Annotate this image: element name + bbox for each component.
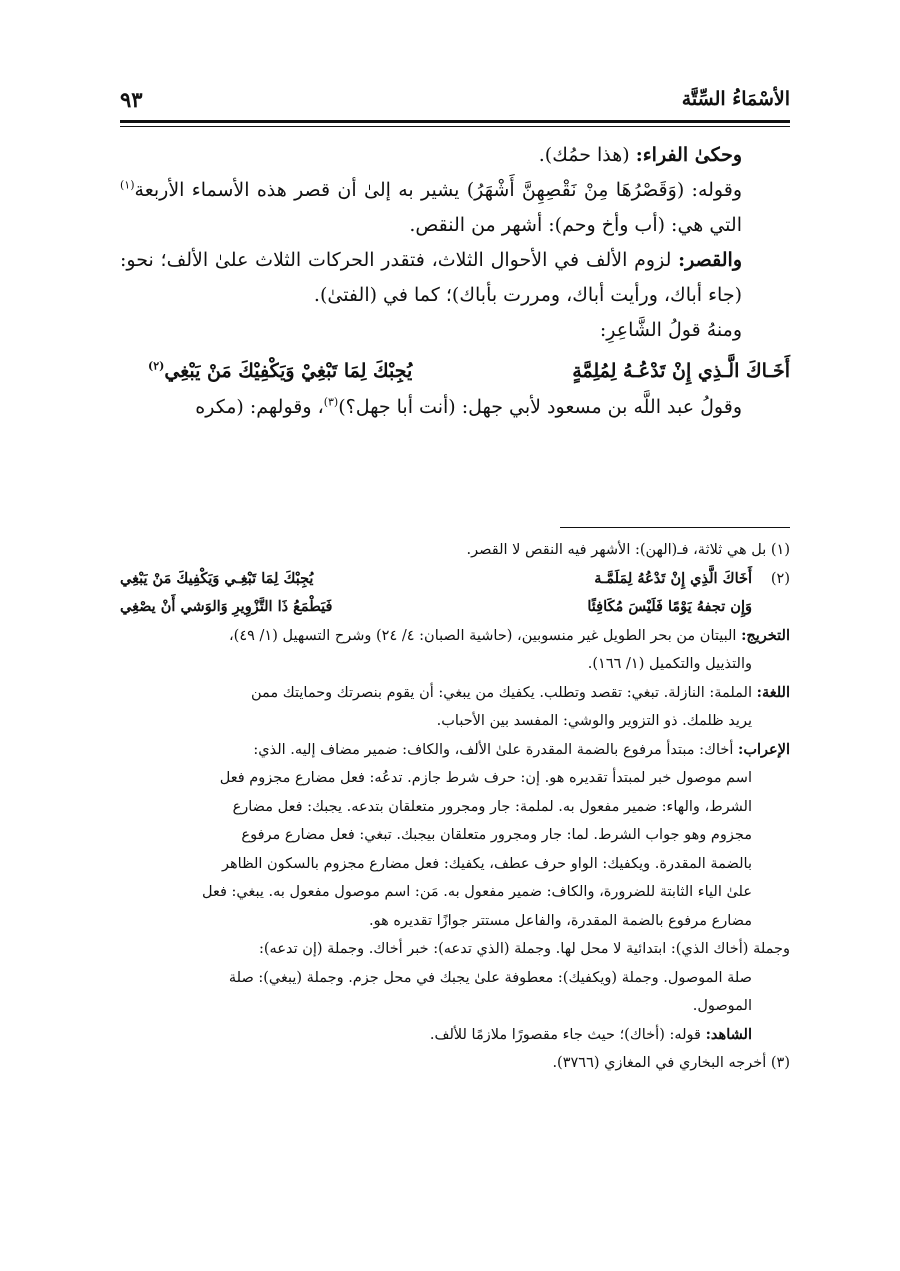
footnote-2-verse-1-second: يُجِبْكَ لِمَا تَبْغِـي وَيَكْفِيكَ مَنْ يَبْغِي: [120, 569, 314, 587]
lugha-text-1: الملمة: النازلة. تبغي: تقصد وتطلب. يكفيك من يبغي: أن يقوم بنصرتك وحمايتك ممن: [250, 684, 757, 701]
takhrij-text-1: البيتان من بحر الطويل غير منسوبين، (حاشية الصبان: ٤/ ٢٤) وشرح التسهيل (١/ ٤٩)،: [229, 627, 742, 644]
paragraph-poet-intro: ومنهُ قولُ الشَّاعِرِ:: [599, 319, 742, 341]
lugha-line-2: يريد ظلمك. ذو التزوير والوشي: المفسد بين الأحباب.: [436, 713, 752, 729]
shahid-text: قوله: (أخاك)؛ حيث جاء مقصورًا ملازمًا للألف.: [429, 1026, 706, 1043]
footnote-ref-2[interactable]: (٢): [148, 359, 165, 373]
irab-line-5: بالضمة المقدرة. ويكفيك: الواو حرف عطف، يكفيك: فعل مضارع مجزوم بالسكون الظاهر: [222, 855, 752, 872]
footnotes: [120, 536, 790, 1078]
ibn-masud-text-a: وقولُ عبد اللَّه بن مسعود لأبي جهل: (أنت أبا جهل؟): [338, 396, 742, 418]
footnote-1: (١) بل هي ثلاثة، فـ(الهن): الأشهر فيه النقص لا القصر.: [466, 542, 790, 558]
lugha-label: اللغة:: [756, 683, 790, 701]
verse-second-hemistich-wrap: [148, 352, 412, 390]
qawluhu-text-a: وقوله: (وَقَصْرُهَا مِنْ نَقْصِهِنَّ أَشْهَرُ) يشير به إلىٰ أن قصر هذه الأسماء الأربعة: [134, 179, 742, 201]
jumla-line-1: وجملة (أخاك الذي): ابتدائية لا محل لها. وجملة (الذي تدعه): خبر أخاك. وجملة (إن تدعه):: [259, 941, 790, 957]
ibn-masud-text-b: ، وقولهم: (مكره: [195, 396, 324, 418]
jumla-line-2: صلة الموصول. وجملة (ويكفيك): معطوفة علىٰ يجبك في محل جزم. وجملة (يبغي): صلة: [228, 969, 752, 986]
paragraph-qasr: [120, 243, 790, 313]
footnote-3: (٣) أخرجه البخاري في المغازي (٣٧٦٦).: [552, 1055, 790, 1071]
irab-line-4: مجزوم وهو جواب الشرط. لما: جار ومجرور متعلقان بيجبك. تبغي: فعل مضارع مرفوع: [241, 827, 752, 843]
running-header: [120, 84, 790, 114]
poetry-verse: [120, 352, 790, 390]
irab-label: الإعراب:: [738, 740, 790, 758]
qawluhu-text-b: التي هي: (أب وأخ وحم): أشهر من النقص.: [409, 214, 742, 236]
irab-line-2: اسم موصول خبر لمبتدأ تقديره هو. إن: حرف شرط جازم. تدعُه: فعل مضارع مجزوم فعل: [219, 770, 752, 786]
verse-second-hemistich: يُجِبْكَ لِمَا تَبْغِيْ وَيَكْفِيْكَ مَنْ يَبْغِي: [164, 360, 413, 382]
paragraph-farra: [120, 138, 790, 173]
footnote-separator: [560, 527, 790, 528]
verse-first-hemistich: أَخَـاكَ الَّـذِي إِنْ تَدْعُـهُ لِمُلِمَّةٍ: [572, 360, 790, 382]
shahid-line: [120, 1021, 790, 1050]
irab-text-1: أخاك: مبتدأ مرفوع بالضمة المقدرة علىٰ الألف، والكاف: ضمير مضاف إليه. الذي:: [253, 741, 739, 758]
footnote-2-verse-2: [120, 593, 790, 622]
takhrij-label: التخريج:: [741, 626, 790, 644]
farra-label: وحكىٰ الفراء:: [635, 144, 742, 166]
header-rule-thick: [120, 120, 790, 123]
footnote-ref-3[interactable]: (٣): [323, 395, 339, 409]
qasr-label: والقصر:: [678, 249, 742, 271]
paragraph-ibn-masud: [120, 390, 790, 425]
irab-line-6: علىٰ الياء الثابتة للضرورة، والكاف: ضمير مفعول به. مَن: اسم موصول مفعول به. يبغي: فعل: [202, 884, 752, 900]
footnote-2-verse-2-halves: [120, 593, 752, 622]
footnote-2-verse-1-first: أَخَاكَ الَّذِي إِنْ تَدْعُهُ لِمَلَمَّـة: [594, 569, 752, 587]
takhrij-line-2: والتذييل والتكميل (١/ ١٦٦).: [587, 656, 752, 672]
footnote-2-number: (٢): [770, 570, 790, 587]
footnote-ref-1[interactable]: (١): [120, 178, 135, 192]
footnote-2-verse-2-first: وَإِن تجفهُ يَوْمًا فَلَيْسَ مُكَافِئًا: [587, 598, 752, 615]
irab-line-1: [120, 736, 790, 765]
paragraph-qawluhu: [120, 173, 790, 243]
takhrij-line-1: [120, 622, 790, 651]
shahid-label: الشاهد:: [705, 1025, 752, 1043]
irab-line-3: الشرط، والهاء: ضمير مفعول به. لملمة: جار ومجرور متعلقان بتدعه. يجبك: فعل مضارع: [232, 798, 752, 815]
footnote-2-verse-1: [120, 565, 790, 594]
main-text: [120, 138, 790, 425]
header-rule-thin: [120, 126, 790, 127]
farra-text: (هذا حمُك).: [538, 144, 636, 166]
footnote-2-verse-2-second: فَيَطْمَعُ ذَا التَّزْوِيرِ وَالوَشي أَنْ يصْغِي: [120, 598, 333, 615]
header-title: الأسْمَاءُ السِّتَّة: [681, 88, 790, 110]
lugha-line-1: [120, 679, 790, 708]
footnote-2-verse-1-halves: [120, 565, 752, 594]
jumla-line-3: الموصول.: [692, 998, 752, 1014]
page-number: ٩٣: [120, 86, 143, 112]
book-page: [120, 0, 790, 1271]
qasr-text: لزوم الألف في الأحوال الثلاث، فتقدر الحركات الثلاث علىٰ الألف؛ نحو: (جاء أباك، ورأيت أباك، ومررت بأباك)؛ كما في (الفتىٰ).: [120, 249, 742, 306]
irab-line-7: مضارع مرفوع بالضمة المقدرة، والفاعل مستتر جوازًا تقديره هو.: [369, 912, 752, 929]
